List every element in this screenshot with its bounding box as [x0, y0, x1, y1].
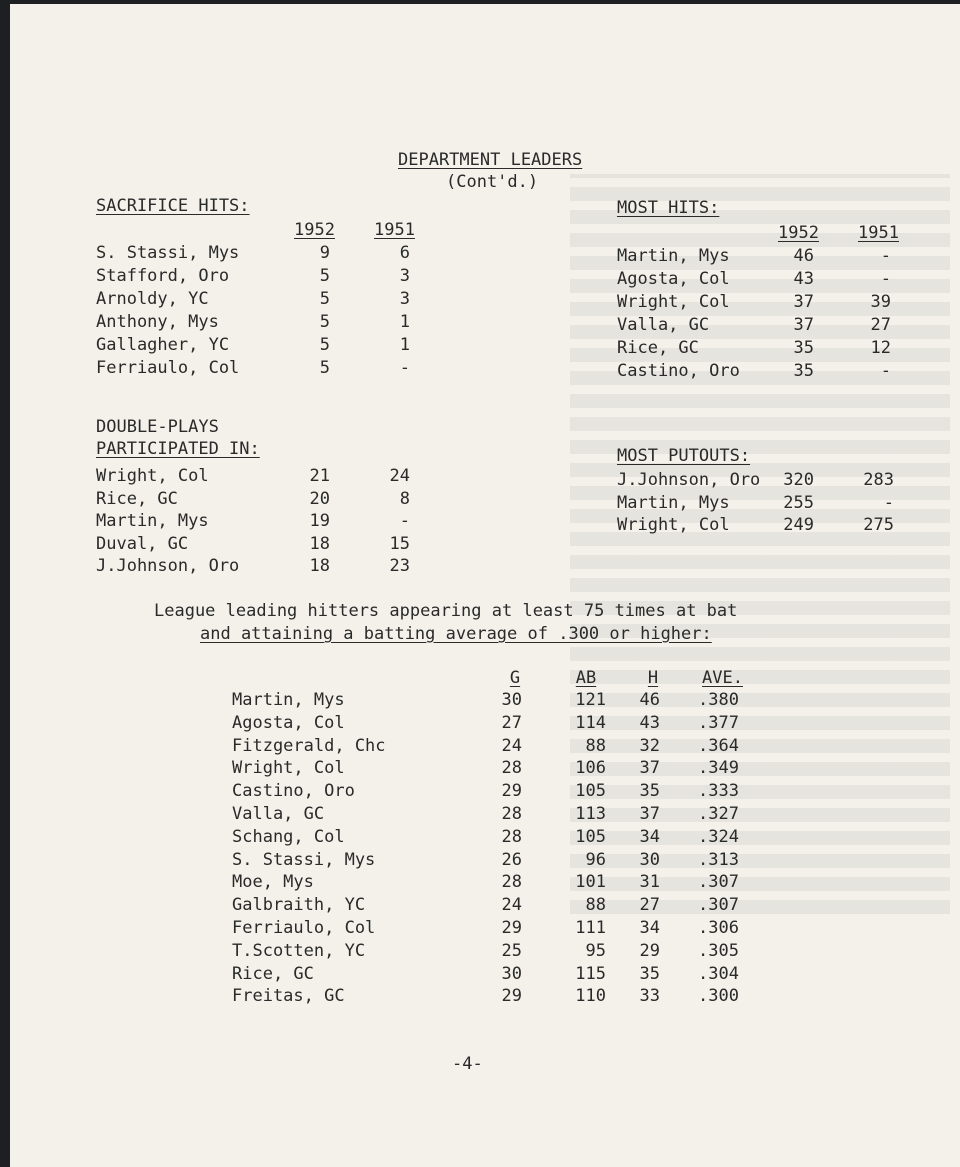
value-1952: 320: [783, 470, 814, 490]
hitter-games: 24: [501, 735, 522, 756]
hitter-at-bats: 114: [575, 712, 606, 733]
hitter-average: .349: [698, 758, 739, 779]
value-1952: 46: [793, 246, 814, 266]
hitters-col-h: H: [647, 668, 659, 688]
hitter-hits: 29: [639, 940, 660, 961]
player-name: Castino, Oro: [617, 361, 740, 381]
hitter-hits: 33: [639, 986, 660, 1007]
hitter-average: .307: [698, 895, 739, 916]
hitter-name: Wright, Col: [232, 758, 345, 779]
hitter-name: Agosta, Col: [232, 712, 345, 733]
player-name: Wright, Col: [96, 466, 209, 486]
value-1952: 35: [793, 361, 814, 381]
value-1951: -: [399, 511, 410, 531]
hitter-at-bats: 88: [585, 735, 606, 756]
double-plays-title-line2: PARTICIPATED IN:: [96, 439, 260, 459]
player-name: Gallagher, YC: [96, 335, 230, 355]
value-1952: 5: [319, 289, 330, 309]
page-number: -4-: [452, 1054, 483, 1074]
hitter-at-bats: 95: [585, 940, 606, 961]
hitter-average: .377: [698, 712, 739, 733]
hitters-intro-line1: League leading hitters appearing at least 75 times at bat: [154, 601, 738, 621]
value-1952: 5: [319, 266, 330, 286]
hitter-name: Castino, Oro: [232, 781, 355, 802]
hitter-name: Moe, Mys: [232, 872, 314, 893]
hitters-col-g: G: [509, 668, 521, 688]
value-1951: 24: [389, 466, 410, 486]
player-name: Martin, Mys: [617, 492, 730, 513]
value-1951: 283: [863, 470, 894, 490]
player-name: S. Stassi, Mys: [96, 243, 240, 263]
value-1951: 6: [399, 243, 410, 263]
player-name: Anthony, Mys: [96, 312, 219, 332]
hitter-games: 28: [501, 758, 522, 779]
hitter-games: 29: [501, 781, 522, 802]
hitter-games: 29: [501, 986, 522, 1007]
value-1951: 3: [399, 266, 410, 286]
hitter-hits: 35: [639, 963, 660, 984]
value-1951: 39: [870, 292, 891, 312]
player-name: Rice, GC: [617, 338, 699, 358]
value-1951: 27: [870, 315, 891, 335]
hitter-hits: 32: [639, 735, 660, 756]
hitters-col-ave: AVE.: [702, 668, 743, 688]
player-name: Duval, GC: [96, 533, 189, 554]
hitter-hits: 31: [639, 872, 660, 893]
value-1952: 37: [793, 315, 814, 335]
page-subtitle: (Cont'd.): [446, 172, 539, 192]
hitter-name: Freitas, GC: [232, 986, 345, 1007]
value-1951: 8: [399, 488, 410, 509]
hitter-at-bats: 88: [585, 895, 606, 916]
value-1951: 3: [399, 289, 410, 309]
value-1952: 249: [783, 515, 814, 535]
player-name: Ferriaulo, Col: [96, 358, 240, 378]
hitter-name: Valla, GC: [232, 804, 325, 824]
value-1952: 43: [793, 269, 814, 289]
player-name: Rice, GC: [96, 488, 178, 509]
hitter-at-bats: 121: [575, 690, 606, 710]
hitter-hits: 37: [639, 758, 660, 779]
player-name: J.Johnson, Oro: [96, 556, 240, 576]
most-hits-year-1952: 1952: [778, 223, 819, 243]
value-1952: 9: [319, 243, 330, 263]
hitter-games: 28: [501, 872, 522, 893]
value-1951: 275: [863, 515, 894, 535]
hitter-hits: 35: [639, 781, 660, 802]
hitter-average: .333: [698, 781, 739, 802]
hitter-games: 24: [501, 895, 522, 916]
hitter-hits: 30: [639, 849, 660, 870]
value-1951: -: [880, 269, 891, 289]
hitter-games: 30: [501, 963, 522, 984]
player-name: Wright, Col: [617, 515, 730, 535]
value-1951: 1: [399, 335, 410, 355]
value-1952: 35: [793, 338, 814, 358]
hitter-at-bats: 96: [585, 849, 606, 870]
most-hits-year-1951: 1951: [858, 223, 899, 243]
hitter-at-bats: 106: [575, 758, 606, 779]
hitter-average: .300: [698, 986, 739, 1007]
hitter-at-bats: 113: [575, 804, 606, 824]
hitter-games: 28: [501, 826, 522, 847]
page-title: DEPARTMENT LEADERS: [398, 150, 583, 170]
value-1951: 23: [389, 556, 410, 576]
hitter-name: Rice, GC: [232, 963, 314, 984]
most-putouts-title: MOST PUTOUTS:: [617, 446, 751, 466]
value-1952: 5: [319, 335, 330, 355]
hitter-hits: 34: [639, 918, 660, 938]
hitter-average: .306: [698, 918, 739, 938]
hitter-games: 25: [501, 940, 522, 961]
hitter-average: .364: [698, 735, 739, 756]
hitter-at-bats: 111: [575, 918, 606, 938]
value-1952: 19: [309, 511, 330, 531]
hitter-at-bats: 110: [575, 986, 606, 1007]
hitter-average: .327: [698, 804, 739, 824]
hitter-hits: 34: [639, 826, 660, 847]
hitter-hits: 43: [639, 712, 660, 733]
hitter-at-bats: 101: [575, 872, 606, 893]
hitter-name: Galbraith, YC: [232, 895, 366, 916]
value-1952: 18: [309, 556, 330, 576]
hitter-average: .380: [698, 690, 739, 710]
value-1951: -: [883, 492, 894, 513]
hitter-name: T.Scotten, YC: [232, 940, 366, 961]
hitter-name: Ferriaulo, Col: [232, 918, 376, 938]
value-1952: 37: [793, 292, 814, 312]
value-1952: 18: [309, 533, 330, 554]
player-name: Wright, Col: [617, 292, 730, 312]
hitter-name: Fitzgerald, Chc: [232, 735, 386, 756]
player-name: Martin, Mys: [617, 246, 730, 266]
double-plays-title-line1: DOUBLE-PLAYS: [96, 417, 219, 437]
hitter-name: S. Stassi, Mys: [232, 849, 376, 870]
hitter-name: Schang, Col: [232, 826, 345, 847]
hitter-average: .307: [698, 872, 739, 893]
hitter-hits: 46: [639, 690, 660, 710]
hitter-games: 28: [501, 804, 522, 824]
player-name: Stafford, Oro: [96, 266, 230, 286]
value-1951: 15: [389, 533, 410, 554]
hitter-games: 30: [501, 690, 522, 710]
hitter-average: .305: [698, 940, 739, 961]
hitters-col-ab: AB: [575, 668, 597, 688]
hitter-games: 27: [501, 712, 522, 733]
value-1951: 12: [870, 338, 891, 358]
value-1951: -: [880, 361, 891, 381]
most-hits-title: MOST HITS:: [617, 198, 720, 218]
sacrifice-hits-year-1952: 1952: [294, 220, 335, 240]
value-1952: 21: [309, 466, 330, 486]
player-name: Agosta, Col: [617, 269, 730, 289]
value-1951: 1: [399, 312, 410, 332]
player-name: Arnoldy, YC: [96, 289, 209, 309]
value-1952: 255: [783, 492, 814, 513]
sacrifice-hits-title: SACRIFICE HITS:: [96, 196, 250, 216]
hitter-games: 29: [501, 918, 522, 938]
value-1952: 5: [319, 358, 330, 378]
value-1951: -: [399, 358, 410, 378]
hitter-average: .304: [698, 963, 739, 984]
hitter-at-bats: 105: [575, 781, 606, 802]
player-name: Valla, GC: [617, 315, 710, 335]
hitters-intro-line2: and attaining a batting average of .300 or higher:: [200, 624, 712, 644]
hitter-at-bats: 105: [575, 826, 606, 847]
document-page: [10, 4, 960, 1167]
hitter-hits: 27: [639, 895, 660, 916]
hitter-average: .313: [698, 849, 739, 870]
hitter-average: .324: [698, 826, 739, 847]
hitter-name: Martin, Mys: [232, 690, 345, 710]
value-1952: 5: [319, 312, 330, 332]
value-1952: 20: [309, 488, 330, 509]
hitter-at-bats: 115: [575, 963, 606, 984]
player-name: J.Johnson, Oro: [617, 470, 761, 490]
sacrifice-hits-year-1951: 1951: [374, 220, 415, 240]
hitter-games: 26: [501, 849, 522, 870]
value-1951: -: [880, 246, 891, 266]
hitter-hits: 37: [639, 804, 660, 824]
player-name: Martin, Mys: [96, 511, 209, 531]
